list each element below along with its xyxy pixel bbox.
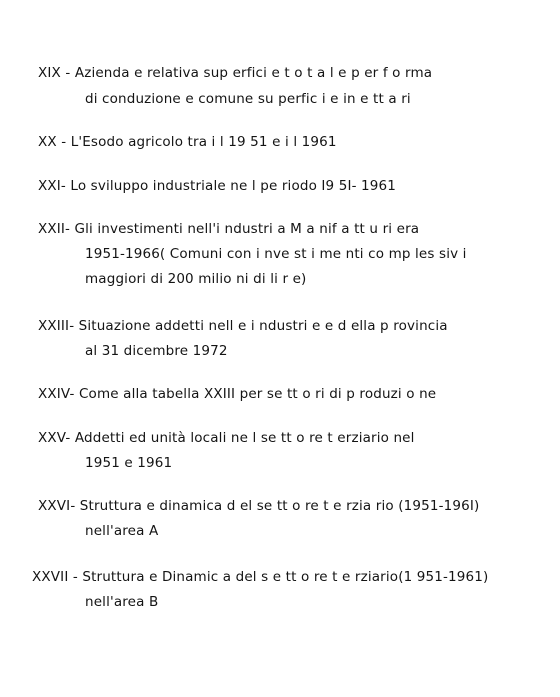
entry-line: XXVI- Struttura e dinamica d el se tt o re t e rzia rio (1951-196I) [38,498,480,514]
entry-line: XXI- Lo sviluppo industriale ne l pe riodo I9 5I- 1961 [38,178,397,194]
entry-line: al 31 dicembre 1972 [85,343,228,359]
entry-line: nell'area A [85,523,159,539]
entry-line: XXIII- Situazione addetti nell e i ndustri e e d ella p rovincia [38,318,448,334]
entry-line: 1951-1966( Comuni con i nve st i me nti co mp les siv i [85,246,467,262]
entry-line: 1951 e 1961 [85,455,173,471]
entry-line: maggiori di 200 milio ni di li r e) [85,271,307,287]
entry-line: XIX - Azienda e relativa sup erfici e t o t a l e p er f o rma [38,65,433,81]
entry-line: XXII- Gli investimenti nell'i ndustri a M a nif a tt u ri era [38,221,420,237]
entry-line: XXVII - Struttura e Dinamic a del s e tt o re t e rziario(1 951-1961) [32,569,489,585]
entry-line: di conduzione e comune su perfic i e in e tt a ri [85,91,411,107]
entry-line: XXIV- Come alla tabella XXIII per se tt o ri di p roduzi o ne [38,386,437,402]
entry-line: nell'area B [85,594,159,610]
entry-line: XXV- Addetti ed unità locali ne l se tt o re t erziario nel [38,430,415,446]
entry-line: XX - L'Esodo agricolo tra i l 19 51 e i l 1961 [38,134,337,150]
